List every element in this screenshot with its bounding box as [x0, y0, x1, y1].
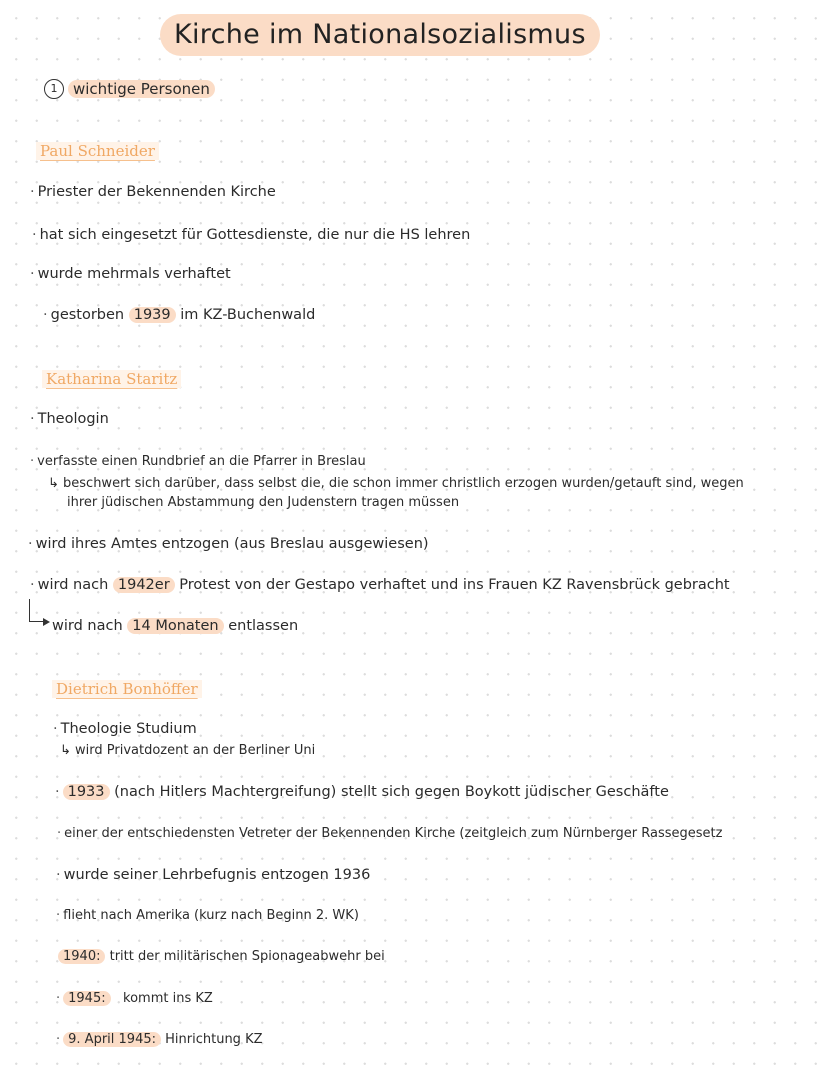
year-highlight: 1942er	[113, 577, 175, 593]
arrow-icon	[29, 599, 44, 622]
list-item: · hat sich eingesetzt für Gottesdienste, die nur die HS lehren	[32, 227, 471, 243]
list-item: · gestorben 1939 im KZ-Buchenwald	[43, 307, 316, 323]
list-item: · 1933 (nach Hitlers Machtergreifung) stellt sich gegen Boykott jüdischer Geschäfte	[55, 784, 669, 800]
list-item: · flieht nach Amerika (kurz nach Beginn 2. WK)	[56, 908, 359, 923]
sub-item: ↳ wird Privatdozent an der Berliner Uni	[60, 743, 316, 758]
list-item: · einer der entschiedensten Vetreter der Bekennenden Kirche (zeitgleich zum Nürnberger Rassegesetz	[57, 826, 723, 841]
section-number: 1	[44, 79, 64, 99]
section-title	[68, 80, 215, 98]
list-item: · 1945: kommt ins KZ	[56, 991, 213, 1006]
person-name-paul-schneider: Paul Schneider	[36, 142, 159, 160]
date-highlight: 1945:	[63, 991, 110, 1006]
person-name-dietrich-bonhoeffer: Dietrich Bonhöffer	[52, 680, 202, 698]
list-item: · wurde mehrmals verhaftet	[30, 266, 231, 282]
sub-item: ↳ beschwert sich darüber, dass selbst die, die schon immer christlich erzogen wurden/getauft sind, wegen	[48, 476, 744, 491]
list-item: · Theologie Studium	[53, 721, 197, 737]
list-item: · wird nach 1942er Protest von der Gestapo verhaftet und ins Frauen KZ Ravensbrück gebracht	[30, 577, 730, 593]
list-item: · Priester der Bekennenden Kirche	[30, 184, 276, 200]
date-highlight: 9. April 1945:	[63, 1032, 161, 1047]
list-item: · wird ihres Amtes entzogen (aus Breslau ausgewiesen)	[28, 536, 429, 552]
list-item: · verfasste einen Rundbrief an die Pfarrer in Breslau	[30, 454, 366, 469]
sub-item: ihrer jüdischen Abstammung den Judenstern tragen müssen	[67, 495, 460, 510]
list-item: · Theologin	[30, 411, 109, 427]
person-name-katharina-staritz: Katharina Staritz	[42, 370, 181, 388]
date-highlight: 1940:	[58, 949, 105, 964]
section-title-text: wichtige Personen	[68, 80, 215, 98]
list-item: · 9. April 1945: Hinrichtung KZ	[56, 1032, 263, 1047]
list-item: 1940: tritt der militärischen Spionageabwehr bei	[58, 949, 385, 964]
year-highlight: 1933	[63, 784, 110, 800]
list-item: wird nach 14 Monaten entlassen	[52, 618, 299, 634]
duration-highlight: 14 Monaten	[127, 618, 223, 634]
page-title: Kirche im Nationalsozialismus	[160, 14, 600, 56]
year-highlight: 1939	[129, 307, 176, 323]
list-item: · wurde seiner Lehrbefugnis entzogen 1936	[56, 867, 371, 883]
